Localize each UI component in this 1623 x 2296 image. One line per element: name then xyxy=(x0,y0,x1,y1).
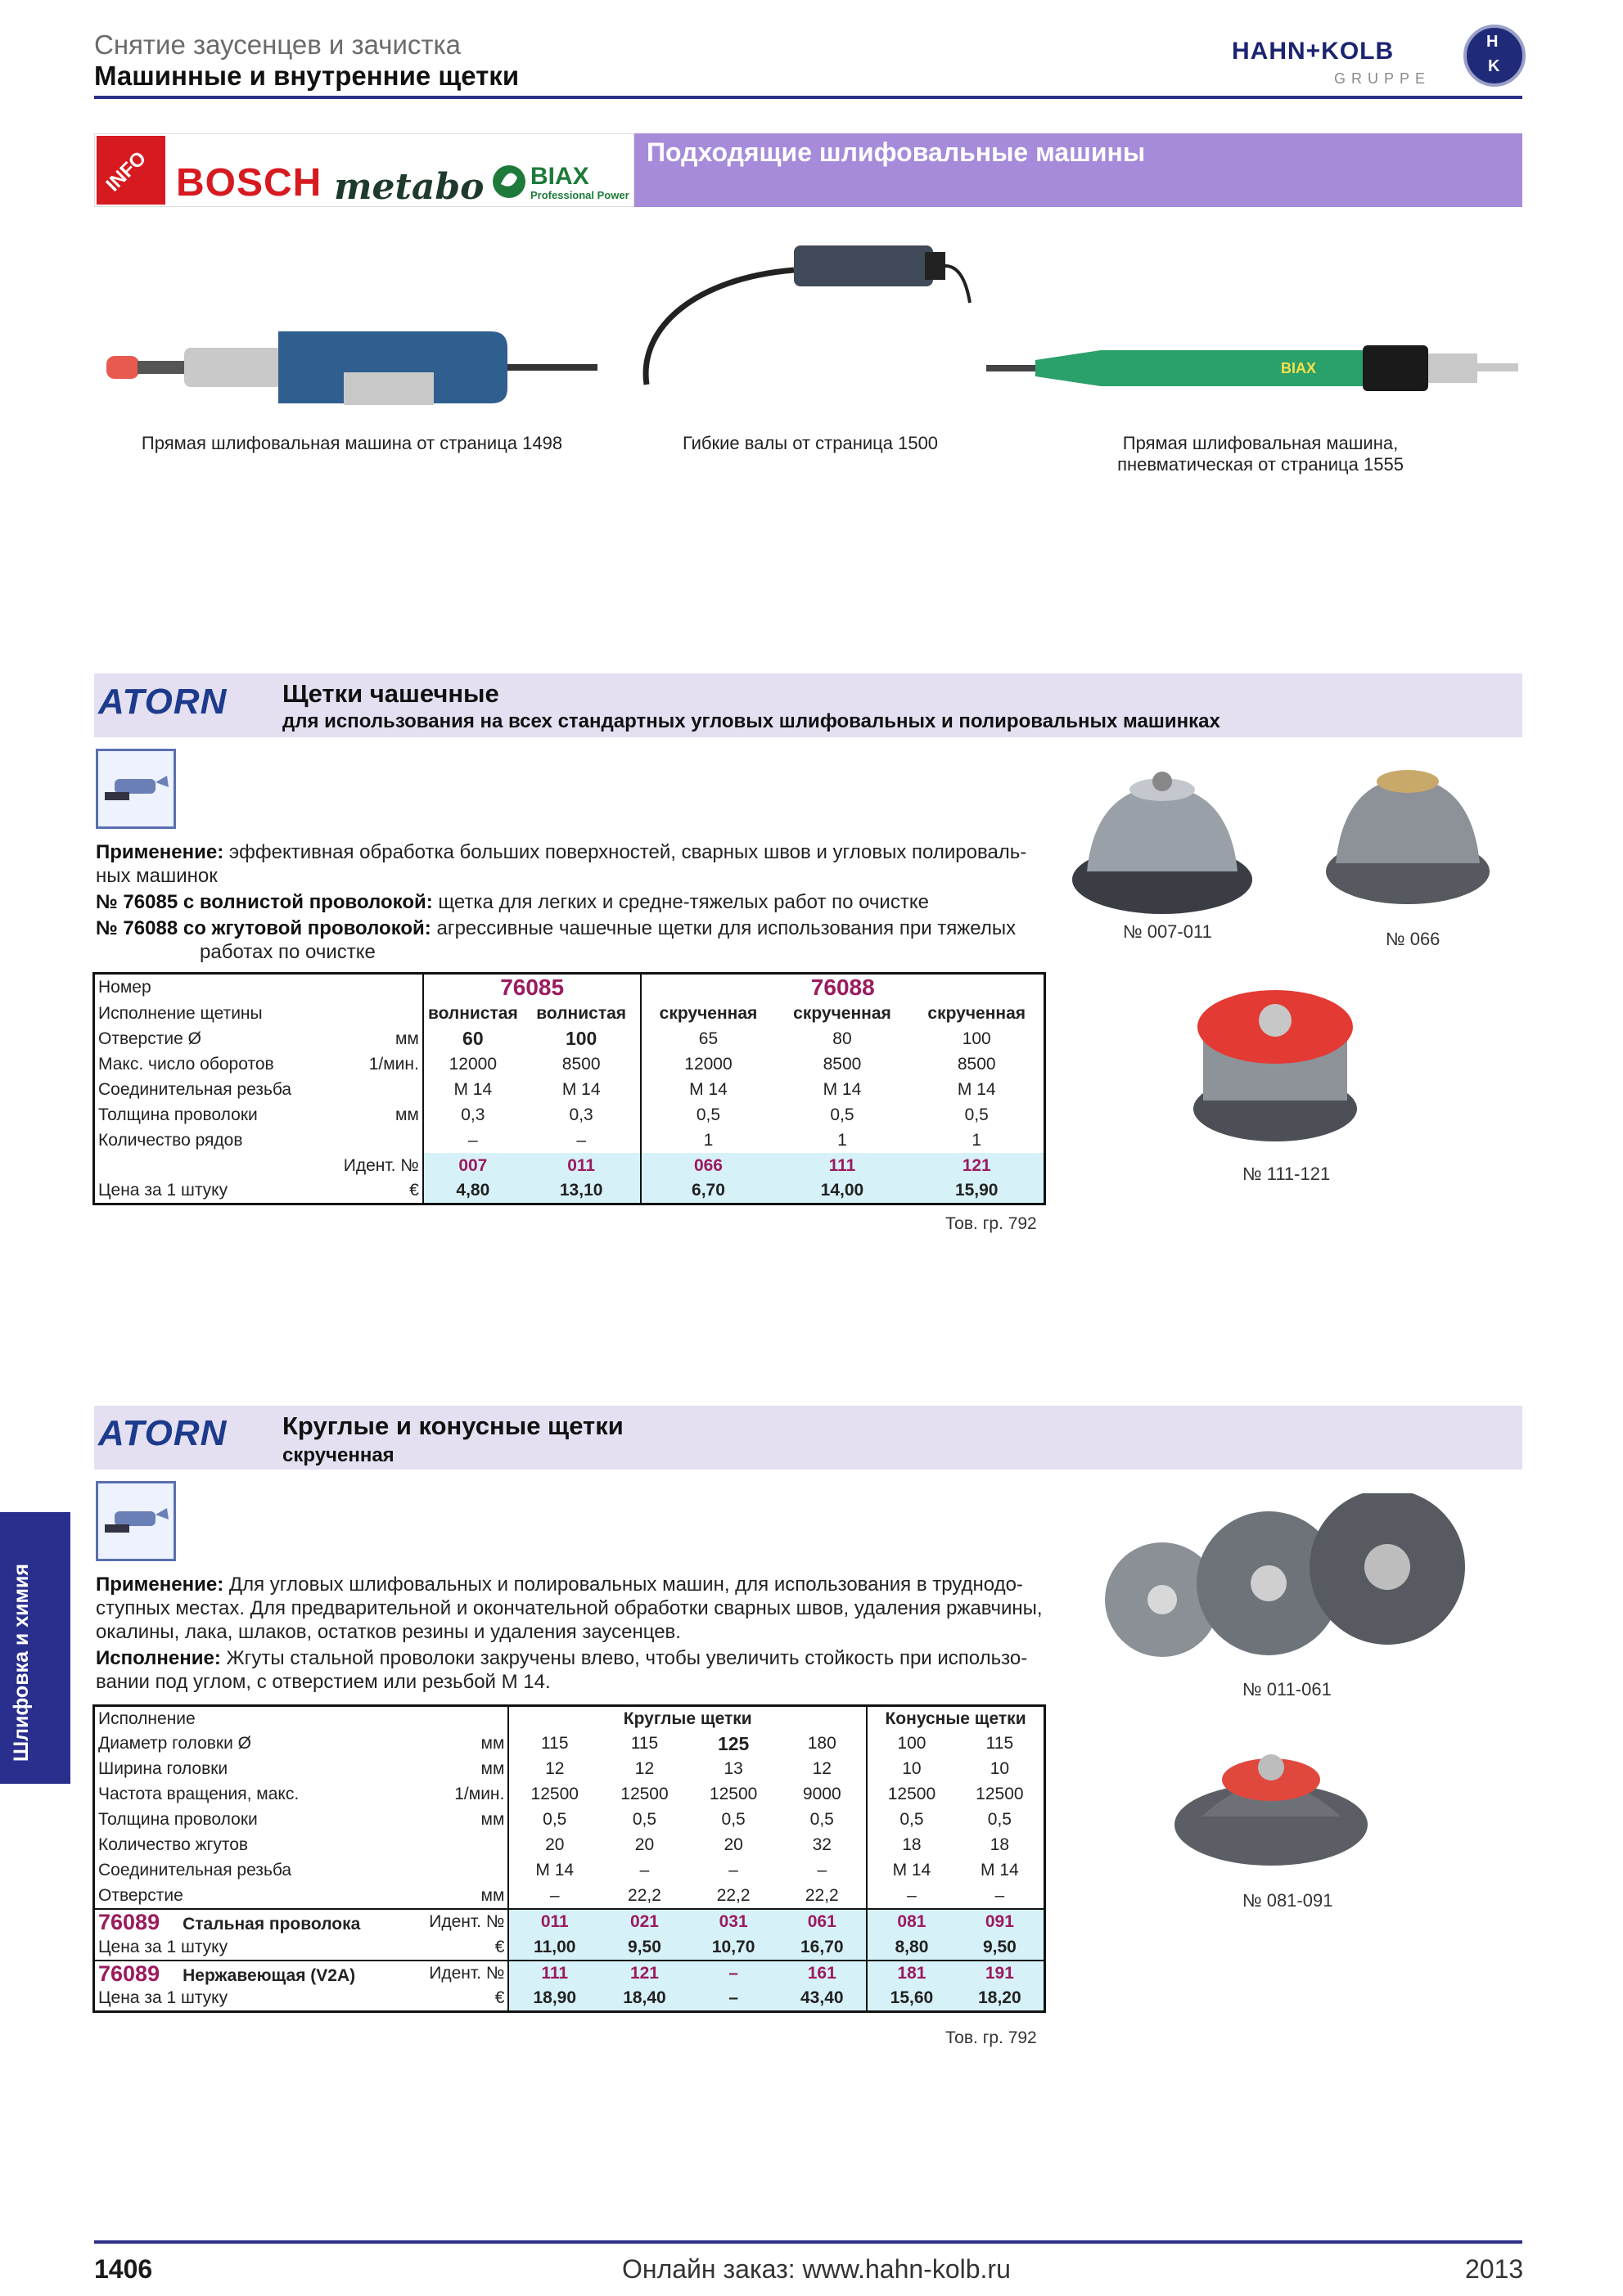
cell: 1 xyxy=(972,1130,982,1150)
cone-brush-image xyxy=(1169,1735,1373,1874)
round-brushes-image xyxy=(1101,1493,1477,1665)
ident-cell: 091 xyxy=(956,1909,1045,1935)
variant-number: 76089 xyxy=(98,1909,160,1934)
table-row xyxy=(94,1961,1045,1987)
photo-caption-011-061: № 011-061 xyxy=(1242,1679,1332,1699)
row-label: Макс. число оборотов xyxy=(98,1054,274,1074)
angle-grinder-icon xyxy=(96,749,176,829)
ident-cell: 031 xyxy=(689,1909,778,1935)
execution-text-2: вании под углом, с отверстием или резьбой М 14. xyxy=(96,1671,551,1693)
machine-caption-3-line2: пневматическая от страница 1555 xyxy=(1117,454,1404,475)
cell: 9000 xyxy=(802,1785,841,1803)
price-cell: 14,00 xyxy=(774,1178,909,1204)
application-text-3: окалины, лака, шлаков, остатков резины и удаления заусенцев. xyxy=(96,1621,681,1643)
row-unit: мм xyxy=(480,1734,505,1753)
biax-logo xyxy=(491,160,630,205)
cell: – xyxy=(817,1861,827,1880)
execution-text-1: Жгуты стальной проволоки закручены влево, чтобы увеличить стойкость при использо- xyxy=(220,1647,1028,1669)
ident-cell: 021 xyxy=(600,1909,689,1935)
cell: 0,5 xyxy=(641,1102,774,1128)
flexible-shaft-image xyxy=(630,229,974,393)
group-76085: 76085 xyxy=(423,974,642,1002)
cell: 0,5 xyxy=(867,1808,956,1833)
price-label: Цена за 1 штуку xyxy=(98,1937,228,1956)
footer-divider xyxy=(94,2240,1522,2244)
ident-cell: 111 xyxy=(508,1961,600,1987)
ident-cell: 121 xyxy=(600,1961,689,1987)
brand-logo-text: HAHN+KOLB xyxy=(1232,38,1395,65)
cell: 12000 xyxy=(423,1051,522,1077)
price-cell: – xyxy=(689,1987,778,2012)
item1-label: с волнистой проволокой: xyxy=(178,891,433,913)
group-cone-brushes: Конусные щетки xyxy=(867,1706,1044,1731)
ident-cell: – xyxy=(689,1961,778,1987)
row-label: Ширина головки xyxy=(98,1759,228,1778)
atorn-logo: ATORN xyxy=(98,1413,228,1453)
section-subtitle: для использования на всех стандартных угловых шлифовальных и полировальных машинках xyxy=(282,710,1220,732)
application-label: Применение: xyxy=(96,841,224,863)
cell: 8500 xyxy=(823,1054,862,1074)
row-label: Отверстие xyxy=(98,1885,183,1905)
table-row xyxy=(94,1935,1045,1961)
cell: волнистая xyxy=(536,1003,627,1023)
cell: 20 xyxy=(634,1835,655,1854)
row-unit: 1/мин. xyxy=(368,1054,419,1074)
variant-name: Стальная проволока xyxy=(183,1914,361,1934)
atorn-logo: ATORN xyxy=(98,682,228,722)
row-label: Исполнение щетины xyxy=(98,1003,263,1023)
cell: 0,5 xyxy=(830,1105,854,1124)
table-row xyxy=(94,1706,1045,1731)
row-label: Соединительная резьба xyxy=(98,1079,292,1099)
cell: 12500 xyxy=(620,1785,669,1803)
cell: 22,2 xyxy=(628,1885,661,1905)
table-row xyxy=(94,1782,1045,1808)
table-row xyxy=(94,1884,1045,1909)
cell: М 14 xyxy=(981,1861,1019,1880)
cell: 0,5 xyxy=(632,1810,657,1829)
row-unit: мм xyxy=(480,1885,505,1905)
metabo-logo: metabo xyxy=(334,166,485,208)
ident-cell: 161 xyxy=(778,1961,867,1987)
cell: 18 xyxy=(990,1835,1010,1854)
biax-tool-label: BIAX xyxy=(1281,360,1317,376)
table-row xyxy=(94,1026,1045,1051)
side-category-tab[interactable] xyxy=(0,1512,70,1784)
ident-cell: 081 xyxy=(867,1909,956,1935)
row-unit xyxy=(373,1858,509,1884)
group-round-brushes: Круглые щетки xyxy=(508,1706,867,1731)
section2-description xyxy=(96,1573,1045,1694)
row-unit: 1/мин. xyxy=(454,1785,505,1803)
cell: М 14 xyxy=(641,1077,774,1102)
brand-monogram-bottom: K xyxy=(1488,57,1500,75)
cell: скрученная xyxy=(793,1003,891,1023)
cell: 0,3 xyxy=(423,1102,522,1128)
price-cell: 15,90 xyxy=(909,1178,1044,1204)
row-unit: мм xyxy=(480,1810,505,1829)
row-label: Количество жгутов xyxy=(98,1835,249,1854)
cell: 1 xyxy=(641,1128,774,1153)
price-cell: 13,10 xyxy=(522,1178,642,1204)
row-unit: мм xyxy=(480,1759,505,1778)
table-row xyxy=(94,1001,1045,1026)
cell: 8500 xyxy=(957,1054,996,1074)
price-cell: 6,70 xyxy=(641,1178,774,1204)
application-text-2: ных машинок xyxy=(96,865,218,887)
price-cell: 11,00 xyxy=(508,1935,600,1961)
online-order-link[interactable]: Онлайн заказ: www.hahn-kolb.ru xyxy=(622,2254,1011,2284)
cell: 115 xyxy=(985,1734,1014,1753)
row-unit: мм xyxy=(394,1105,419,1124)
price-unit: € xyxy=(494,1988,505,2008)
cell: волнистая xyxy=(423,1001,522,1026)
price-label: Цена за 1 штуку xyxy=(98,1988,228,2008)
section-subtitle: скрученная xyxy=(282,1444,394,1466)
cell: 12 xyxy=(634,1759,655,1778)
row-unit xyxy=(373,1833,509,1858)
cell: М 14 xyxy=(561,1079,601,1099)
table-row xyxy=(94,1077,1045,1102)
cell: М 14 xyxy=(823,1079,862,1099)
cell: 18 xyxy=(867,1833,956,1858)
side-category-label: Шлифовка и химия xyxy=(10,1564,33,1762)
photo-caption-066: № 066 xyxy=(1386,929,1440,949)
variant-name: Нержавеющая (V2A) xyxy=(183,1965,356,1985)
cell: 100 xyxy=(867,1731,956,1757)
section1-description xyxy=(96,840,1045,964)
header-divider xyxy=(94,96,1522,99)
price-label: Цена за 1 штуку xyxy=(98,1180,228,1200)
table-row xyxy=(94,1808,1045,1833)
price-cell: 4,80 xyxy=(423,1178,522,1204)
table-row xyxy=(94,1102,1045,1128)
cell: – xyxy=(576,1130,586,1150)
row-label: Толщина проволоки xyxy=(98,1105,258,1124)
cell: 80 xyxy=(832,1029,852,1048)
ident-label: Идент. № xyxy=(373,1961,509,1987)
cell: 10 xyxy=(867,1757,956,1782)
cell: М 14 xyxy=(957,1079,996,1099)
header-category: Снятие заусенцев и зачистка xyxy=(94,29,462,60)
row-unit: мм xyxy=(394,1029,419,1048)
ident-cell: 007 xyxy=(423,1153,522,1178)
cell: 115 xyxy=(630,1734,659,1753)
catalog-year: 2013 xyxy=(1465,2254,1524,2284)
cell: скрученная xyxy=(641,1001,774,1026)
info-tag-label: INFO xyxy=(101,146,151,196)
bosch-logo: BOSCH xyxy=(176,161,322,205)
cell: 8500 xyxy=(561,1054,601,1074)
cell: 0,5 xyxy=(508,1808,600,1833)
cell: 115 xyxy=(508,1731,600,1757)
cell: 12500 xyxy=(867,1782,956,1808)
ident-cell: 191 xyxy=(956,1961,1045,1987)
cell: 12500 xyxy=(709,1785,758,1803)
price-cell: 15,60 xyxy=(867,1987,956,2012)
ident-cell: 061 xyxy=(778,1909,867,1935)
table-row xyxy=(94,1833,1045,1858)
cell: 32 xyxy=(812,1835,832,1854)
page-title: Машинные и внутренние щетки xyxy=(94,61,520,91)
cup-brush-knotted-image xyxy=(1318,757,1498,912)
page-number: 1406 xyxy=(94,2254,153,2284)
cell: 12500 xyxy=(508,1782,600,1808)
item2-text-1: агрессивные чашечные щетки для использования при тяжелых xyxy=(431,917,1017,939)
photo-caption-007-011: № 007-011 xyxy=(1123,921,1212,942)
cell: 22,2 xyxy=(805,1885,839,1905)
cell: 65 xyxy=(641,1026,774,1051)
cell: 20 xyxy=(724,1835,743,1854)
cell: 12000 xyxy=(641,1051,774,1077)
ident-cell: 121 xyxy=(909,1153,1044,1178)
ident-label: Идент. № xyxy=(343,1155,419,1175)
application-label: Применение: xyxy=(96,1573,224,1596)
ident-cell: 181 xyxy=(867,1961,956,1987)
item2-text-2: работах по очистке xyxy=(200,941,376,963)
ident-cell: 011 xyxy=(508,1909,600,1935)
table-row xyxy=(94,1858,1045,1884)
cell: – xyxy=(423,1128,522,1153)
table-row xyxy=(94,974,1045,1002)
info-tag-icon xyxy=(97,136,165,205)
row-label: Диаметр головки Ø xyxy=(98,1734,252,1753)
cell: – xyxy=(639,1861,650,1880)
application-text-2: ступных местах. Для предварительной и окончательной обработки сварных швов, удаления ржавчины, xyxy=(96,1597,1043,1619)
price-cell: 18,40 xyxy=(600,1987,689,2012)
machine-caption-1: Прямая шлифовальная машина от страница 1498 xyxy=(141,433,563,453)
item1-text: щетка для легких и средне-тяжелых работ по очистке xyxy=(432,891,929,913)
cell: – xyxy=(508,1884,600,1909)
cell: 12 xyxy=(812,1759,832,1778)
cell: 180 xyxy=(807,1734,836,1753)
cell: 0,5 xyxy=(964,1105,989,1124)
cup-brush-table xyxy=(92,972,1046,1205)
cell: М 14 xyxy=(867,1858,956,1884)
svg-text:BIAX: BIAX xyxy=(530,163,589,190)
machine-caption-3 xyxy=(1064,433,1457,475)
angle-grinder-icon xyxy=(96,1481,176,1561)
table-row xyxy=(94,1987,1045,2012)
biax-subtitle: Professional Power xyxy=(530,189,629,201)
brand-monogram-top: H xyxy=(1486,33,1499,51)
cell: скрученная xyxy=(927,1003,1026,1023)
goods-group-note: Тов. гр. 792 xyxy=(945,2028,1037,2047)
machine-caption-2: Гибкие валы от страница 1500 xyxy=(682,433,939,453)
cell: – xyxy=(994,1885,1005,1905)
application-text-1: эффективная обработка больших поверхностей, сварных швов и угловых полироваль- xyxy=(223,841,1027,863)
straight-grinder-image xyxy=(98,315,606,413)
row-label: Толщина проволоки xyxy=(98,1810,258,1829)
price-cell: 43,40 xyxy=(778,1987,867,2012)
pneumatic-grinder-image xyxy=(986,335,1522,401)
table-row xyxy=(94,1757,1045,1782)
cell: 22,2 xyxy=(716,1885,751,1905)
round-brush-table xyxy=(92,1704,1046,2013)
price-cell: 10,70 xyxy=(689,1935,778,1961)
banner-title: Подходящие шлифовальные машины xyxy=(647,137,1146,167)
cell: 10 xyxy=(990,1759,1010,1778)
cell: 1 xyxy=(837,1130,847,1150)
cell: 100 xyxy=(962,1029,991,1048)
cell: М 14 xyxy=(423,1077,522,1102)
price-cell: 9,50 xyxy=(956,1935,1045,1961)
variant-number: 76089 xyxy=(98,1961,160,1986)
number-label: Номер xyxy=(98,978,151,997)
group-76088: 76088 xyxy=(641,974,1044,1002)
price-cell: 8,80 xyxy=(867,1935,956,1961)
head-label: Исполнение xyxy=(98,1708,196,1728)
cell: 100 xyxy=(565,1028,597,1049)
ident-cell: 111 xyxy=(774,1153,909,1178)
photo-caption-081-091: № 081-091 xyxy=(1242,1890,1333,1911)
section-title: Круглые и конусные щетки xyxy=(282,1411,624,1440)
application-text-1: Для угловых шлифовальных и полировальных машин, для использования в труднодо- xyxy=(223,1573,1023,1596)
cell: 125 xyxy=(717,1732,750,1754)
table-row xyxy=(94,1153,1045,1178)
section-title: Щетки чашечные xyxy=(282,679,499,708)
cell: 0,5 xyxy=(809,1810,834,1829)
cell: 12 xyxy=(508,1757,600,1782)
price-cell: 18,90 xyxy=(508,1987,600,2012)
row-label: Количество рядов xyxy=(98,1130,243,1150)
row-label: Частота вращения, макс. xyxy=(98,1785,300,1803)
item2-label: со жгутовой проволокой: xyxy=(178,917,431,939)
brand-logo-icon xyxy=(1463,25,1526,87)
table-row xyxy=(94,1178,1045,1204)
cup-brush-red-image xyxy=(1185,970,1365,1150)
cell: 0,3 xyxy=(569,1105,593,1124)
price-cell: 16,70 xyxy=(778,1935,867,1961)
cell: 12500 xyxy=(976,1785,1024,1803)
table-row xyxy=(94,1909,1045,1935)
price-cell: 9,50 xyxy=(600,1935,689,1961)
brand-logo-subtext: GRUPPE xyxy=(1334,70,1431,87)
cell: – xyxy=(728,1861,738,1880)
cell: 0,5 xyxy=(721,1810,746,1829)
price-unit: € xyxy=(409,1180,419,1200)
cup-brush-wavy-image xyxy=(1062,757,1263,921)
table-row xyxy=(94,1731,1045,1757)
ident-cell: 066 xyxy=(641,1153,774,1178)
ident-cell: 011 xyxy=(522,1153,642,1178)
photo-caption-111-121: № 111-121 xyxy=(1242,1164,1331,1184)
row-label: Соединительная резьба xyxy=(98,1861,292,1880)
cell: 13 xyxy=(724,1759,743,1778)
machine-caption-3-line1: Прямая шлифовальная машина, xyxy=(1122,433,1399,453)
item1-number: № 76085 xyxy=(96,891,178,913)
table-row xyxy=(94,1128,1045,1153)
row-label: Отверстие Ø xyxy=(98,1029,201,1048)
execution-label: Исполнение: xyxy=(96,1647,221,1669)
price-cell: 18,20 xyxy=(956,1987,1045,2012)
cell: М 14 xyxy=(508,1858,600,1884)
cell: 0,5 xyxy=(987,1810,1012,1829)
table-row xyxy=(94,1051,1045,1077)
cell: – xyxy=(867,1884,956,1909)
price-unit: € xyxy=(494,1937,505,1956)
goods-group-note: Тов. гр. 792 xyxy=(945,1214,1037,1233)
ident-label: Идент. № xyxy=(373,1909,509,1935)
cell: 60 xyxy=(423,1026,522,1051)
item2-number: № 76088 xyxy=(96,917,178,939)
cell: 20 xyxy=(508,1833,600,1858)
